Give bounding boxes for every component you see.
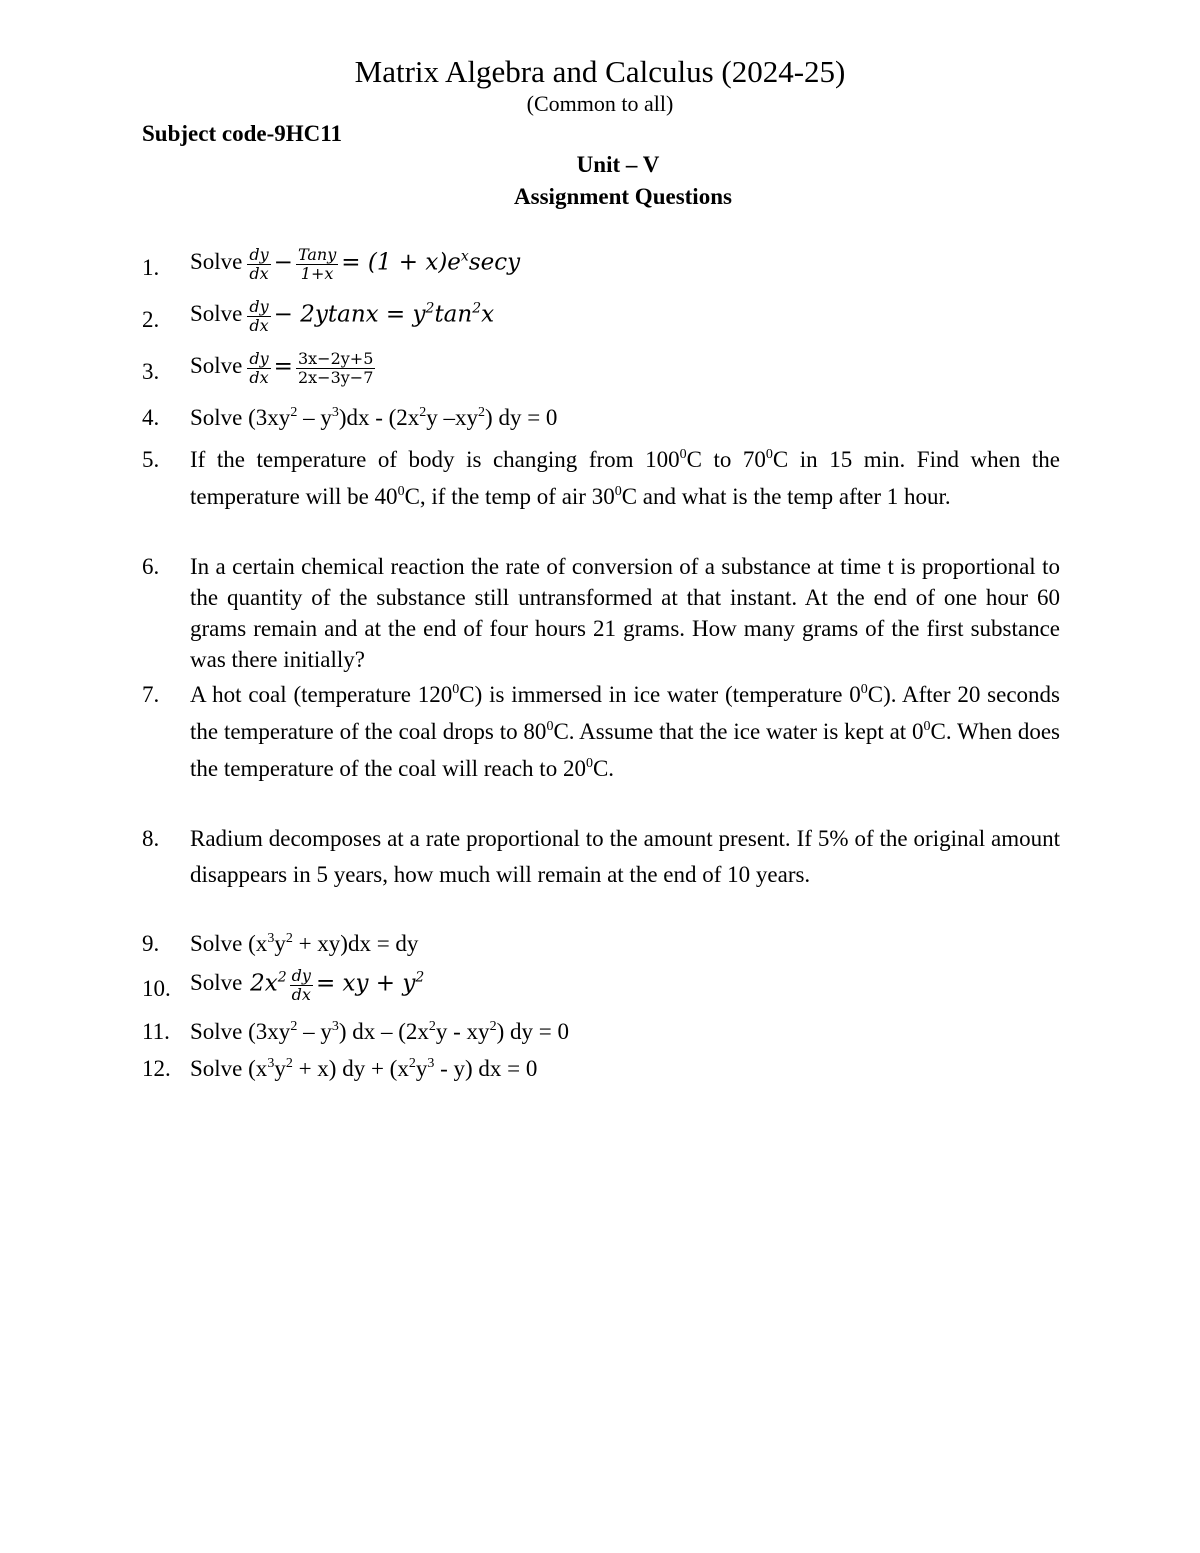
unit-label: Unit – V — [576, 152, 660, 177]
question-1: 1. Solve $\frac{dy}{dx}$ − $\frac{\text{Tany}}{1+x}$ = $(1 + x)e^x\sec y$ — [142, 245, 521, 283]
question-number: 3. — [142, 359, 160, 384]
fraction: $\frac{dy}{dx}$ — [249, 297, 269, 335]
question-2: 2. Solve $\frac{dy}{dx}$ − $2ytanx = y^2\tan^2x$ — [142, 297, 495, 335]
question-number: 5. — [142, 447, 160, 472]
question-number: 12. — [142, 1056, 171, 1081]
document-subtitle: (Common to all) — [526, 91, 674, 116]
fraction: $\frac{dy}{dx}$ — [249, 245, 269, 283]
document-title: Matrix Algebra and Calculus (2024-25) — [354, 54, 846, 89]
solve-word: Solve — [190, 353, 243, 379]
subject-code: Subject code-9HC11 — [142, 121, 342, 146]
fraction: $\frac{dy}{dx}$ — [291, 966, 311, 1004]
fraction: $\frac{3x-2y+5}{2x-3y-7}$ — [297, 349, 374, 387]
question-11: 11. Solve $(3xy^2 - y^3)$ dx – $(2x^2y - xy^2)$ dy = 0 — [142, 1019, 569, 1044]
question-3: 3. Solve $\frac{dy}{dx}$ = $\frac{3x-2y+5}{2x-3y-7}$ — [142, 349, 374, 387]
question-number: 4. — [142, 405, 160, 430]
fraction: $\frac{dy}{dx}$ — [249, 349, 269, 387]
question-12: 12. Solve $(x^3y^2 + x)$ dy + $(x^2y^3 - y)$ dx = 0 — [142, 1056, 538, 1081]
question-number: 11. — [142, 1019, 170, 1044]
question-5: 5. If the temperature of body is changing from $100^0C$ to $70^0C$ in 15 min. Find when the temperature will be $40^0C$, if the temp of air $30^0C$ and what is the temp after 1 hour. — [142, 441, 1060, 515]
question-number: 9. — [142, 931, 160, 956]
question-number: 6. — [142, 554, 160, 579]
solve-word: Solve — [190, 301, 243, 327]
question-number: 8. — [142, 826, 160, 851]
solve-word: Solve — [190, 970, 243, 996]
question-9: 9. Solve $(x^3y^2 + xy)dx$ = dy — [142, 931, 419, 956]
question-10: 10. Solve $2x^2$ $\frac{dy}{dx}$ = xy + $y^2$ — [142, 966, 425, 1004]
assignment-heading: Assignment Questions — [514, 184, 732, 209]
question-7: 7. A hot coal (temperature $120^0C$) is immersed in ice water (temperature $0^0C$). After 20 seconds the temperature of the coal drops to $80^0C$. Assume that the ice water is kept at $0^0C$. When does the temperature of the coal will reach to $20^0C$. — [142, 676, 1060, 787]
question-number: 1. — [142, 255, 160, 280]
question-number: 2. — [142, 307, 160, 332]
question-4: 4. Solve $(3xy^2 - y^3)dx - (2x^2y$ $-xy^2$) dy = 0 — [142, 405, 558, 430]
question-8: 8. Radium decomposes at a rate proportional to the amount present. If 5% of the original amount disappears in 5 years, how much will remain at the end of 10 years. — [142, 821, 1060, 893]
fraction: $\frac{\text{Tany}}{1+x}$ — [297, 245, 337, 283]
solve-word: Solve — [190, 249, 243, 275]
question-6: 6. In a certain chemical reaction the rate of conversion of a substance at time t is proportional to the quantity of the substance still untransformed at that instant. At the end of one hour 60 grams remain and at the end of four hours 21 grams. How many grams of the first substance was there initially? — [142, 551, 1060, 675]
question-number: 7. — [142, 682, 160, 707]
question-number: 10. — [142, 976, 171, 1001]
